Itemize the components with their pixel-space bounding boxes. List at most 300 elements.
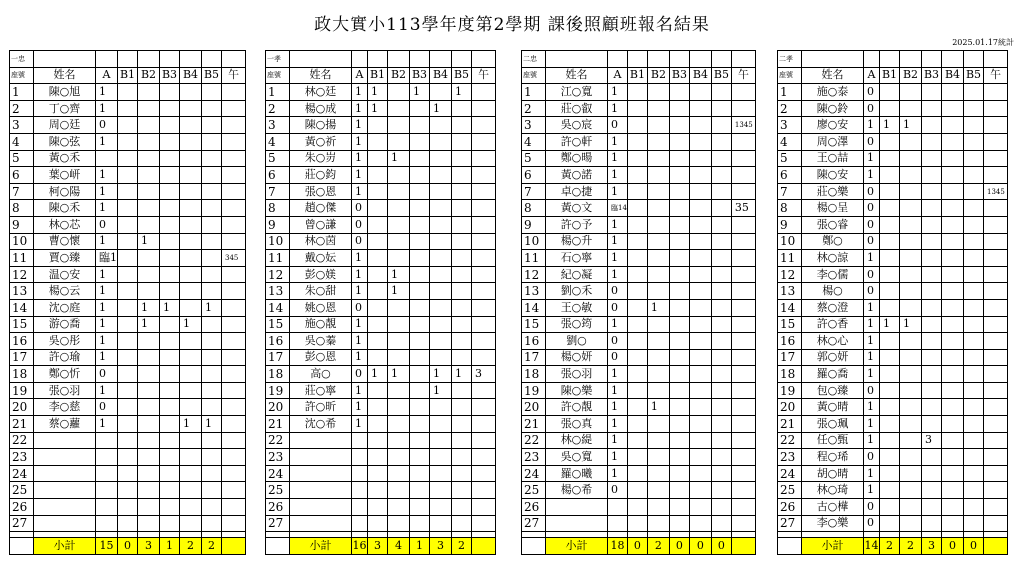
cell-b4 — [180, 250, 202, 267]
cell-b4 — [430, 399, 452, 416]
student-name: 廖○安 — [802, 117, 864, 134]
cell-b3 — [669, 133, 689, 150]
cell-lunch — [731, 449, 755, 466]
seat-number: 2 — [522, 100, 546, 117]
cell-b3 — [160, 167, 180, 184]
cell-a — [96, 515, 118, 532]
cell-b4 — [180, 183, 202, 200]
empty-cell — [290, 51, 352, 68]
cell-a: 1 — [96, 333, 118, 350]
student-name: 胡○晴 — [802, 465, 864, 482]
table-row — [522, 366, 756, 383]
subtotal-b3: 1 — [410, 538, 430, 555]
seat-number: 26 — [10, 499, 34, 516]
table-row — [10, 100, 246, 117]
table-row — [522, 283, 756, 300]
student-name — [290, 449, 352, 466]
cell-b1 — [627, 150, 647, 167]
seat-number: 4 — [266, 133, 290, 150]
cell-lunch — [984, 465, 1008, 482]
cell-a: 0 — [352, 200, 368, 217]
cell-lunch — [472, 299, 496, 316]
subtotal-b4: 2 — [180, 538, 202, 555]
cell-b4 — [942, 449, 964, 466]
cell-b3 — [922, 233, 942, 250]
cell-b5 — [202, 366, 222, 383]
cell-a — [352, 515, 368, 532]
student-name: 賈○臻 — [34, 250, 96, 267]
cell-b2: 1 — [900, 316, 922, 333]
cell-b3 — [669, 316, 689, 333]
cell-b3 — [922, 349, 942, 366]
cell-b1 — [368, 150, 388, 167]
student-name: 陳○弦 — [34, 133, 96, 150]
cell-b2 — [647, 349, 669, 366]
subtotal-lunch — [984, 538, 1008, 555]
class-table — [9, 50, 246, 555]
seat-number: 17 — [778, 349, 802, 366]
seat-number: 19 — [522, 382, 546, 399]
cell-b5 — [711, 349, 731, 366]
cell-a — [96, 499, 118, 516]
cell-b3 — [922, 167, 942, 184]
cell-b4 — [689, 250, 711, 267]
cell-b2 — [138, 150, 160, 167]
cell-b4 — [689, 216, 711, 233]
cell-a: 0 — [352, 233, 368, 250]
cell-b2 — [900, 432, 922, 449]
cell-b2 — [647, 366, 669, 383]
cell-b1 — [368, 465, 388, 482]
cell-a: 1 — [864, 299, 880, 316]
cell-b5 — [964, 399, 984, 416]
header-row — [10, 67, 246, 84]
cell-lunch — [472, 250, 496, 267]
table-row — [266, 266, 496, 283]
cell-a: 1 — [864, 250, 880, 267]
cell-b2 — [900, 349, 922, 366]
seat-number: 20 — [266, 399, 290, 416]
cell-lunch — [472, 382, 496, 399]
seat-number: 23 — [522, 449, 546, 466]
column-header: 姓名 — [802, 67, 864, 84]
cell-b1 — [627, 167, 647, 184]
cell-b2 — [138, 416, 160, 433]
cell-b5 — [711, 432, 731, 449]
seat-number: 4 — [10, 133, 34, 150]
seat-number: 5 — [778, 150, 802, 167]
cell-b1 — [627, 283, 647, 300]
cell-b1 — [118, 465, 138, 482]
cell-b5 — [711, 150, 731, 167]
table-row — [522, 416, 756, 433]
empty-cell — [900, 51, 922, 68]
cell-b3 — [669, 465, 689, 482]
table-row — [778, 250, 1008, 267]
subtotal-b3: 3 — [922, 538, 942, 555]
column-header: B5 — [964, 67, 984, 84]
seat-number: 26 — [778, 499, 802, 516]
cell-lunch — [984, 200, 1008, 217]
cell-b3 — [669, 299, 689, 316]
cell-b5 — [202, 465, 222, 482]
cell-b3 — [922, 366, 942, 383]
cell-b5 — [964, 233, 984, 250]
cell-b5 — [711, 133, 731, 150]
cell-b2 — [647, 100, 669, 117]
cell-a: 1 — [96, 316, 118, 333]
cell-b5 — [711, 117, 731, 134]
seat-number: 21 — [522, 416, 546, 433]
cell-b1 — [627, 117, 647, 134]
cell-lunch — [222, 316, 246, 333]
cell-a: 1 — [864, 117, 880, 134]
seat-number: 10 — [266, 233, 290, 250]
student-name: 莊○寧 — [290, 382, 352, 399]
cell-b4 — [430, 133, 452, 150]
cell-b1 — [627, 416, 647, 433]
subtotal-row — [778, 538, 1008, 555]
student-name: 楊○呈 — [802, 200, 864, 217]
cell-lunch — [731, 283, 755, 300]
cell-b1 — [118, 216, 138, 233]
student-name: 鄭○暘 — [546, 150, 608, 167]
subtotal-a: 14 — [864, 538, 880, 555]
student-name: 林○諒 — [802, 250, 864, 267]
cell-b5 — [964, 117, 984, 134]
seat-number: 22 — [522, 432, 546, 449]
cell-b2 — [138, 283, 160, 300]
table-row — [266, 150, 496, 167]
cell-b4 — [180, 482, 202, 499]
table-row — [522, 100, 756, 117]
cell-b3 — [669, 266, 689, 283]
cell-b1 — [880, 167, 900, 184]
cell-b5 — [202, 216, 222, 233]
cell-b1 — [880, 382, 900, 399]
seat-number: 27 — [266, 515, 290, 532]
seat-number: 9 — [522, 216, 546, 233]
cell-b5 — [202, 515, 222, 532]
table-row — [10, 349, 246, 366]
student-name: 姚○恩 — [290, 299, 352, 316]
empty-cell — [118, 51, 138, 68]
cell-a: 1 — [608, 416, 628, 433]
cell-a: 1 — [608, 250, 628, 267]
column-header: B5 — [452, 67, 472, 84]
cell-b4 — [180, 266, 202, 283]
student-name: 程○琋 — [802, 449, 864, 466]
cell-b5 — [711, 299, 731, 316]
seat-number: 8 — [778, 200, 802, 217]
cell-b4 — [430, 316, 452, 333]
cell-b1 — [118, 183, 138, 200]
cell-a: 0 — [96, 366, 118, 383]
column-header: 午 — [222, 67, 246, 84]
table-row — [778, 133, 1008, 150]
cell-a — [96, 449, 118, 466]
class-label: 二忠 — [522, 51, 546, 68]
cell-b4 — [689, 465, 711, 482]
cell-b3 — [160, 200, 180, 217]
student-name: 戴○妘 — [290, 250, 352, 267]
student-name: 羅○喬 — [802, 366, 864, 383]
cell-b4 — [180, 515, 202, 532]
subtotal-label: 小計 — [290, 538, 352, 555]
cell-lunch — [731, 100, 755, 117]
cell-b2 — [388, 499, 410, 516]
cell-b2 — [647, 216, 669, 233]
cell-b5 — [452, 233, 472, 250]
student-name: 楊○成 — [290, 100, 352, 117]
column-header: B4 — [430, 67, 452, 84]
student-name: 黃○祈 — [290, 133, 352, 150]
cell-lunch — [222, 515, 246, 532]
cell-b1 — [880, 200, 900, 217]
cell-a: 1 — [608, 150, 628, 167]
cell-a: 1 — [608, 266, 628, 283]
cell-b3 — [669, 333, 689, 350]
student-name: 周○澤 — [802, 133, 864, 150]
table-row — [778, 366, 1008, 383]
cell-lunch — [984, 299, 1008, 316]
empty-cell — [864, 51, 880, 68]
student-name: 劉○禾 — [546, 283, 608, 300]
subtotal-b5: 2 — [452, 538, 472, 555]
seat-number: 18 — [778, 366, 802, 383]
cell-b4 — [942, 150, 964, 167]
cell-a — [96, 465, 118, 482]
cell-b1: 1 — [880, 316, 900, 333]
empty-cell — [472, 51, 496, 68]
cell-b5 — [452, 465, 472, 482]
cell-b4 — [430, 167, 452, 184]
cell-b5 — [711, 266, 731, 283]
cell-lunch — [222, 416, 246, 433]
cell-b2: 1 — [388, 283, 410, 300]
empty-cell — [160, 51, 180, 68]
cell-b5 — [964, 133, 984, 150]
cell-b1 — [627, 216, 647, 233]
seat-number: 25 — [522, 482, 546, 499]
cell-a: 0 — [864, 200, 880, 217]
empty-cell — [608, 51, 628, 68]
seat-number: 22 — [10, 432, 34, 449]
cell-a: 0 — [864, 499, 880, 516]
cell-b3 — [160, 233, 180, 250]
cell-a: 1 — [96, 283, 118, 300]
cell-lunch — [472, 283, 496, 300]
cell-a — [96, 482, 118, 499]
cell-b4 — [942, 84, 964, 101]
cell-b3 — [669, 349, 689, 366]
seat-number: 27 — [522, 515, 546, 532]
column-header: B4 — [689, 67, 711, 84]
cell-a — [608, 515, 628, 532]
table-row — [266, 432, 496, 449]
cell-b3 — [922, 200, 942, 217]
seat-number: 16 — [266, 333, 290, 350]
cell-b1 — [880, 250, 900, 267]
cell-b2 — [138, 200, 160, 217]
cell-b4 — [942, 416, 964, 433]
cell-a: 1 — [608, 449, 628, 466]
cell-b3: 1 — [160, 299, 180, 316]
cell-b3 — [669, 216, 689, 233]
cell-b1: 1 — [368, 100, 388, 117]
cell-b1 — [880, 449, 900, 466]
cell-b1 — [118, 299, 138, 316]
subtotal-b2: 3 — [138, 538, 160, 555]
student-name: 施○靚 — [290, 316, 352, 333]
cell-b3 — [669, 432, 689, 449]
cell-b2 — [647, 499, 669, 516]
cell-b4 — [689, 133, 711, 150]
subtotal-b1: 0 — [627, 538, 647, 555]
seat-number: 25 — [778, 482, 802, 499]
cell-b3 — [410, 133, 430, 150]
cell-b5 — [711, 183, 731, 200]
cell-b5 — [964, 167, 984, 184]
subtotal-lunch — [222, 538, 246, 555]
cell-b2 — [647, 333, 669, 350]
cell-b3 — [160, 133, 180, 150]
cell-lunch — [731, 515, 755, 532]
cell-lunch — [984, 449, 1008, 466]
cell-a: 1 — [352, 382, 368, 399]
cell-b4 — [689, 299, 711, 316]
cell-lunch — [472, 316, 496, 333]
table-row — [10, 183, 246, 200]
cell-b3 — [922, 465, 942, 482]
student-name: 陳○安 — [802, 167, 864, 184]
empty-cell — [180, 51, 202, 68]
cell-b5 — [964, 416, 984, 433]
cell-b5: 1 — [452, 84, 472, 101]
cell-b4 — [942, 333, 964, 350]
cell-lunch — [984, 100, 1008, 117]
empty-cell — [778, 538, 802, 555]
table-row — [10, 416, 246, 433]
table-row — [522, 333, 756, 350]
cell-b2 — [138, 482, 160, 499]
cell-a: 1 — [608, 382, 628, 399]
column-header: B1 — [118, 67, 138, 84]
student-name: 張○真 — [546, 416, 608, 433]
cell-lunch — [472, 349, 496, 366]
cell-lunch — [472, 216, 496, 233]
seat-number: 7 — [522, 183, 546, 200]
cell-a: 臨14 — [608, 200, 628, 217]
cell-b1 — [118, 266, 138, 283]
table-row — [778, 150, 1008, 167]
cell-b1 — [368, 432, 388, 449]
seat-number: 13 — [266, 283, 290, 300]
cell-lunch — [222, 482, 246, 499]
empty-cell — [222, 51, 246, 68]
cell-b1 — [880, 100, 900, 117]
cell-b2 — [138, 465, 160, 482]
cell-b2 — [388, 432, 410, 449]
table-row — [522, 84, 756, 101]
cell-b2 — [900, 333, 922, 350]
table-row — [778, 333, 1008, 350]
cell-b3 — [410, 233, 430, 250]
cell-b2 — [900, 84, 922, 101]
cell-b1 — [880, 366, 900, 383]
seat-number: 4 — [778, 133, 802, 150]
student-name: 陳○樂 — [546, 382, 608, 399]
cell-b4 — [180, 299, 202, 316]
cell-b1 — [880, 465, 900, 482]
cell-b4 — [180, 117, 202, 134]
cell-b1 — [368, 349, 388, 366]
cell-lunch — [731, 416, 755, 433]
cell-b4 — [689, 399, 711, 416]
date-stamp: 2025.01.17統計 — [952, 38, 1014, 47]
seat-number: 6 — [778, 167, 802, 184]
cell-a: 1 — [864, 333, 880, 350]
cell-b4 — [180, 465, 202, 482]
cell-b3 — [669, 100, 689, 117]
cell-b1 — [627, 482, 647, 499]
table-row — [10, 233, 246, 250]
table-row — [778, 499, 1008, 516]
cell-b4 — [180, 283, 202, 300]
student-name: 吳○蓁 — [290, 333, 352, 350]
cell-b1 — [118, 200, 138, 217]
cell-lunch — [472, 399, 496, 416]
student-name: 葉○岍 — [34, 167, 96, 184]
table-row — [10, 167, 246, 184]
empty-cell — [368, 51, 388, 68]
cell-a: 1 — [608, 366, 628, 383]
cell-a: 1 — [96, 349, 118, 366]
table-row — [266, 84, 496, 101]
subtotal-label: 小計 — [802, 538, 864, 555]
cell-b3 — [669, 200, 689, 217]
cell-b1 — [880, 432, 900, 449]
cell-b4 — [942, 349, 964, 366]
cell-b2 — [138, 266, 160, 283]
cell-lunch — [222, 399, 246, 416]
cell-b4 — [180, 84, 202, 101]
cell-b5 — [711, 399, 731, 416]
cell-lunch — [222, 283, 246, 300]
cell-b5 — [452, 283, 472, 300]
cell-lunch — [731, 316, 755, 333]
cell-b3 — [160, 333, 180, 350]
cell-b2 — [900, 167, 922, 184]
cell-b4 — [689, 183, 711, 200]
cell-b1 — [880, 333, 900, 350]
cell-b1 — [118, 133, 138, 150]
cell-b4 — [430, 84, 452, 101]
cell-b5 — [964, 449, 984, 466]
cell-b2 — [388, 216, 410, 233]
cell-b1 — [118, 366, 138, 383]
cell-b5 — [452, 133, 472, 150]
class-table — [777, 50, 1008, 555]
cell-a: 1 — [352, 84, 368, 101]
cell-b4 — [180, 382, 202, 399]
cell-a — [96, 432, 118, 449]
table-row — [522, 432, 756, 449]
cell-b2 — [900, 482, 922, 499]
student-name: 張○珮 — [802, 416, 864, 433]
cell-b4 — [430, 416, 452, 433]
seat-number: 11 — [10, 250, 34, 267]
